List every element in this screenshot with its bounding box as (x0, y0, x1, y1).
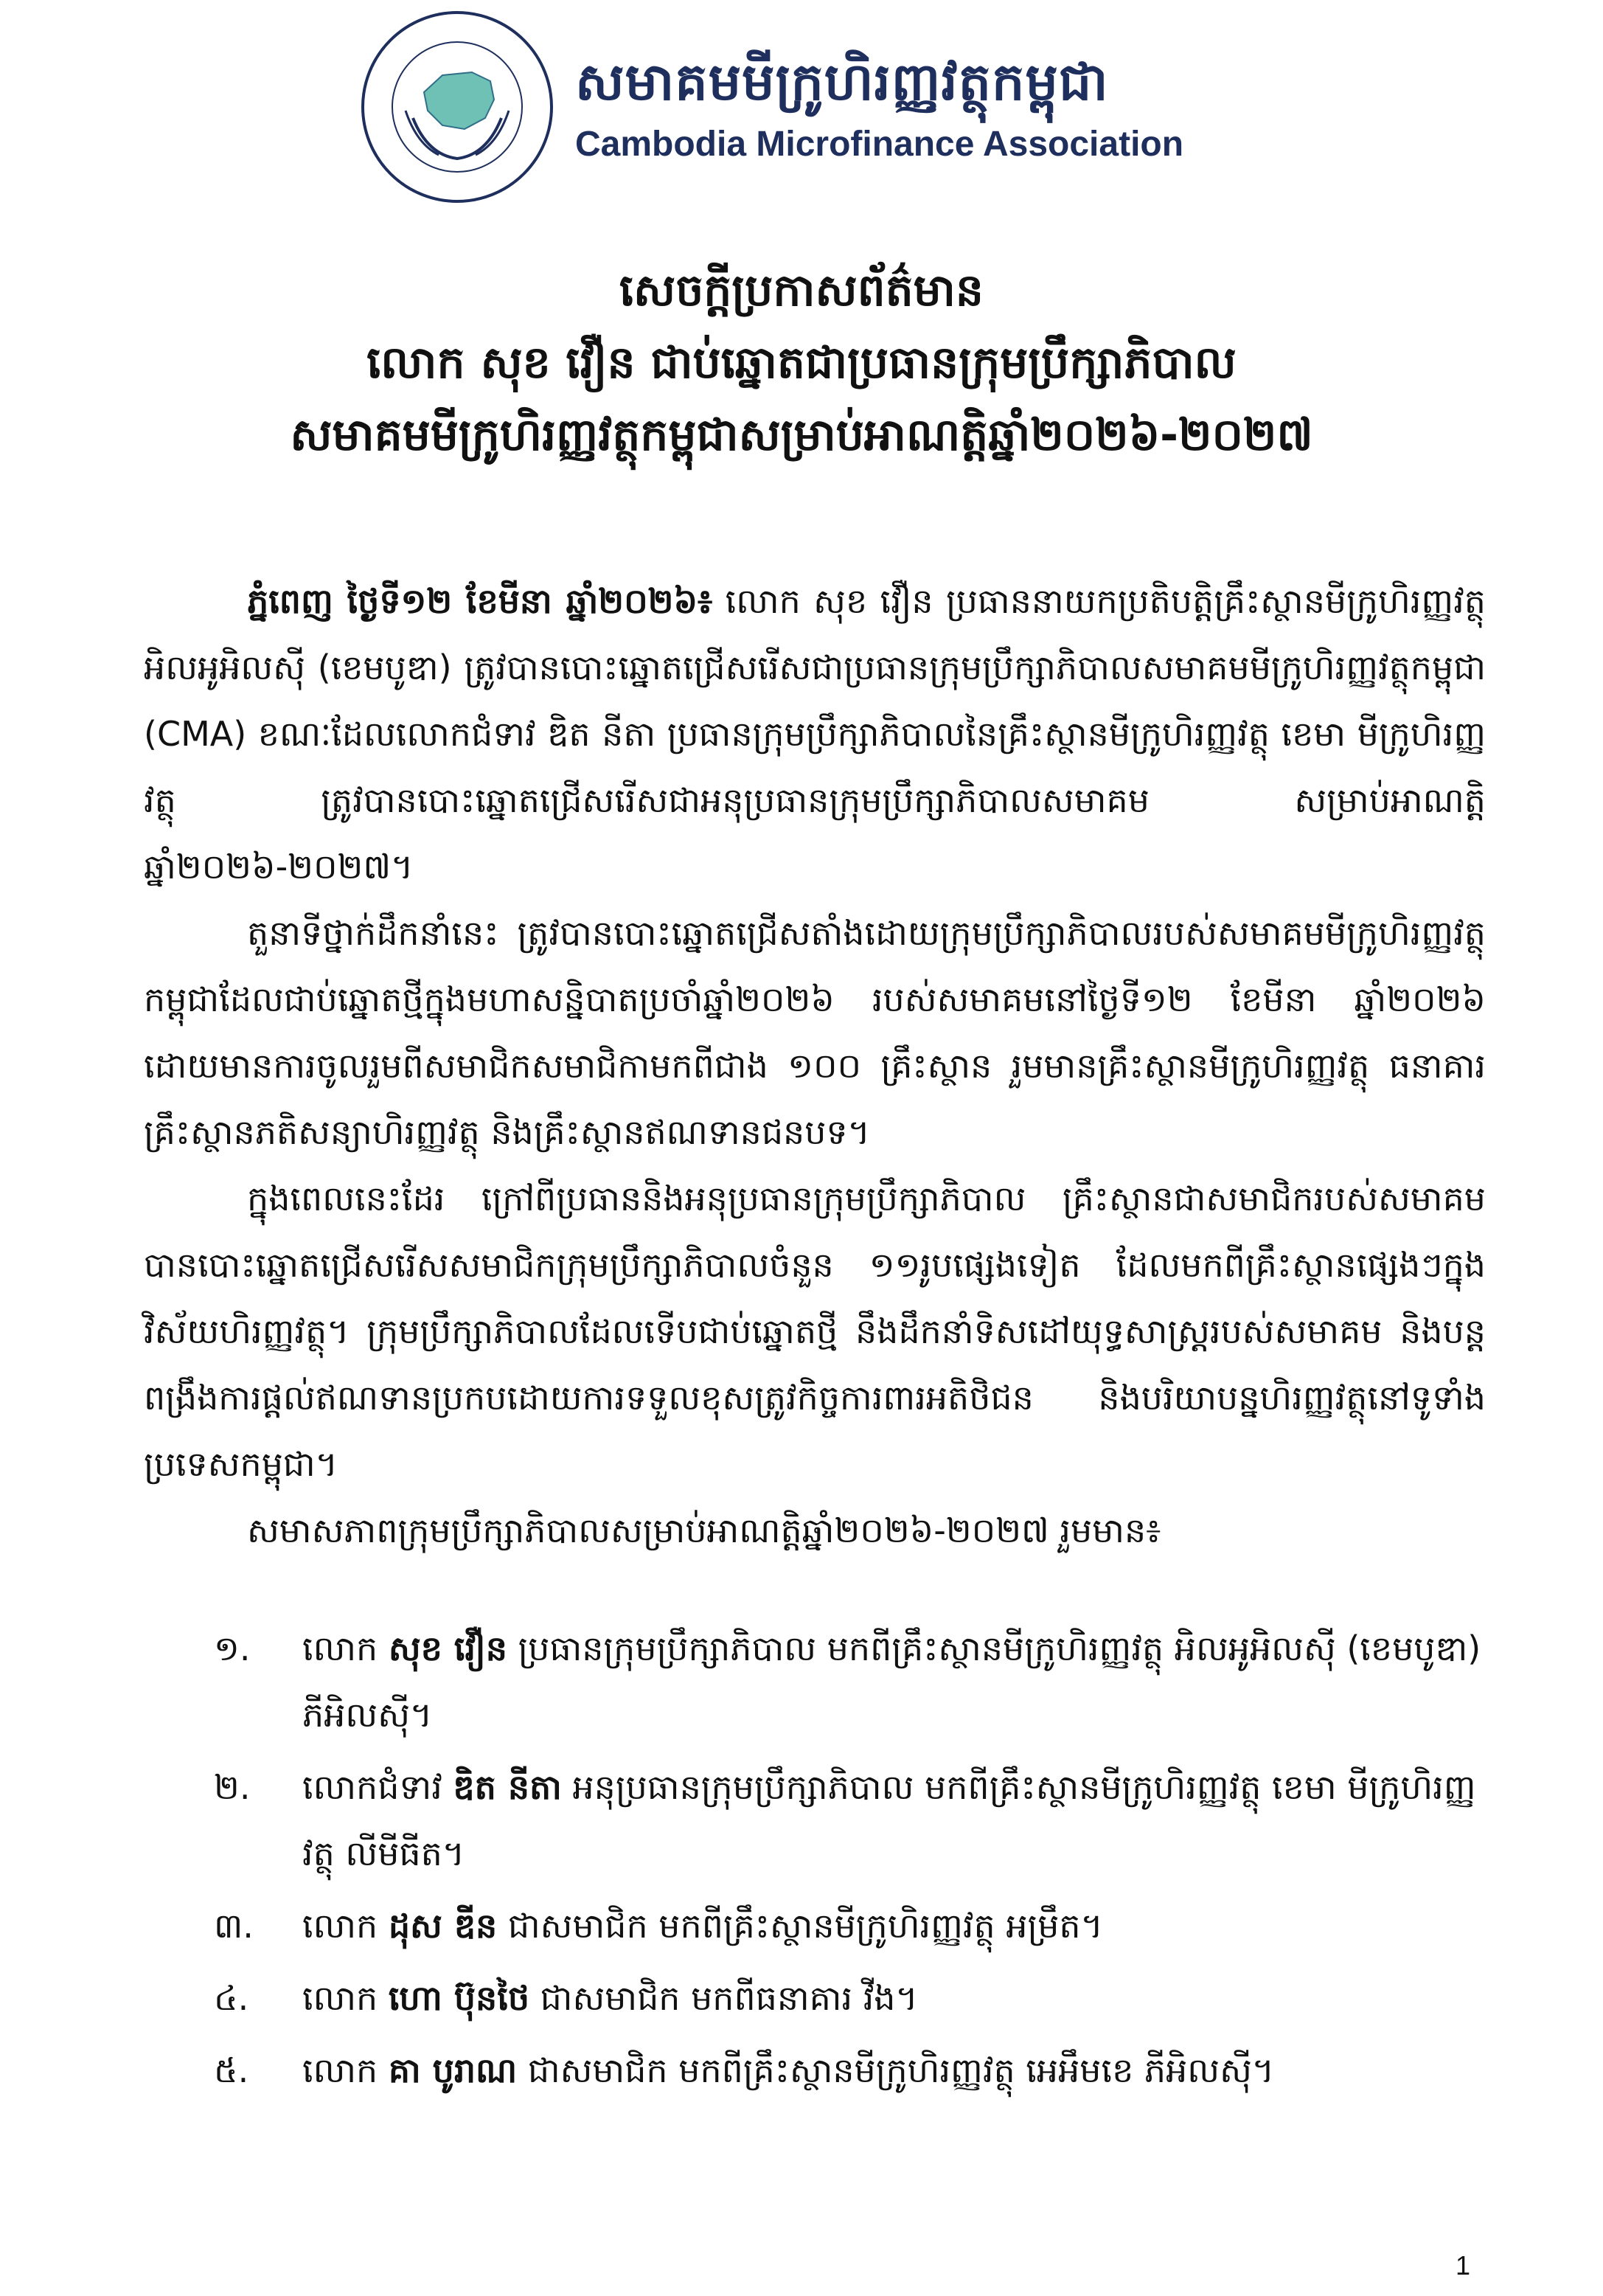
member-name: គា បូរាណ (388, 2050, 518, 2090)
list-number: ៣. (214, 1906, 254, 1946)
member-prefix: លោក (302, 1629, 389, 1668)
member-name: ដុស ឌីន (388, 1906, 498, 1946)
board-list-intro: សមាសភាពក្រុមប្រឹក្សាភិបាលសម្រាប់អាណត្តិឆ្នាំ២០២៦-២០២៧ រួមមាន៖ (247, 1511, 1161, 1550)
title-line-3: សមាគមមីក្រូហិរញ្ញវត្ថុកម្ពុជាសម្រាប់អាណត្តិឆ្នាំ២០២៦-២០២៧ (290, 409, 1313, 461)
list-item (214, 1754, 1497, 1887)
list-number: ៥. (214, 2050, 249, 2090)
association-seal-logo (354, 7, 560, 207)
member-prefix: លោក (302, 2050, 389, 2090)
board-members-list (214, 1615, 1497, 2109)
title-line-2: លោក សុខ វឿន ជាប់ឆ្នោតជាប្រធានក្រុមប្រឹក្សាភិបាល (366, 337, 1237, 389)
paragraph-1-text: លោក សុខ វឿន ប្រធាននាយកប្រតិបត្តិគ្រឹះស្ថានមីក្រូហិរញ្ញវត្ថុ អិលអូអិលស៊ី (ខេមបូឌា) ត្រូវបានបោះឆ្នោតជ្រើសរើសជាប្រធានក្រុមប្រឹក្សាភិបាលសមាគមមីក្រូហិរញ្ញវត្ថុកម្ពុជា (CMA) ខណៈដែលលោកជំទាវ ឌិត នីតា ប្រធានក្រុមប្រឹក្សាភិបាលនៃគ្រឹះស្ថានមីក្រូហិរញ្ញវត្ថុ ខេមា មីក្រូហិរញ្ញវត្ថុ ត្រូវបានបោះឆ្នោតជ្រើសរើសជាអនុប្រធានក្រុមប្រឹក្សាភិបាលសមាគម សម្រាប់អាណត្តិឆ្នាំ២០២៦-២០២៧។ (144, 581, 1486, 887)
list-item (214, 1893, 1497, 1959)
org-name-english: Cambodia Microfinance Association (575, 125, 1184, 164)
list-number: ២. (214, 1767, 251, 1807)
title-line-1: សេចក្តីប្រកាសព័ត៌មាន (619, 265, 984, 316)
member-description: ប្រធានក្រុមប្រឹក្សាភិបាល មកពីគ្រឹះស្ថានមីក្រូហិរញ្ញវត្ថុ អិលអូអិលស៊ី (ខេមបូឌា) ភីអិលស៊ី។ (302, 1629, 1481, 1735)
list-item (214, 1615, 1497, 1748)
list-item (214, 1965, 1497, 2031)
list-number: ៤. (214, 1978, 249, 2018)
member-description: ជាសមាជិក មកពីគ្រឹះស្ថានមីក្រូហិរញ្ញវត្ថុ អេអឹមខេ ភីអិលស៊ី។ (517, 2050, 1275, 2090)
seal-icon (354, 7, 560, 207)
member-description: ជាសមាជិក មកពីធនាគារ វីង។ (529, 1978, 918, 2018)
member-description: ជាសមាជិក មកពីគ្រឹះស្ថានមីក្រូហិរញ្ញវត្ថុ អម្រឹត។ (497, 1906, 1103, 1946)
member-prefix: លោកជំទាវ (302, 1767, 453, 1807)
paragraph-2: តួនាទីថ្នាក់ដឹកនាំនេះ ត្រូវបានបោះឆ្នោតជ្រើសតាំងដោយក្រុមប្រឹក្សាភិបាលរបស់សមាគមមីក្រូហិរញ្ញវត្ថុកម្ពុជាដែលជាប់ឆ្នោតថ្មីក្នុងមហាសន្និបាតប្រចាំឆ្នាំ២០២៦ របស់សមាគមនៅថ្ងៃទី១២ ខែមីនា ឆ្នាំ២០២៦ ដោយមានការចូលរួមពីសមាជិកសមាជិកាមកពីជាង ១០០ គ្រឹះស្ថាន រួមមានគ្រឹះស្ថានមីក្រូហិរញ្ញវត្ថុ ធនាគារ គ្រឹះស្ថានភតិសន្យាហិរញ្ញវត្ថុ និងគ្រឹះស្ថានឥណទានជនបទ។ (144, 913, 1486, 1152)
member-description: អនុប្រធានក្រុមប្រឹក្សាភិបាល មកពីគ្រឹះស្ថានមីក្រូហិរញ្ញវត្ថុ ខេមា មីក្រូហិរញ្ញវត្ថុ លីមីធីត។ (302, 1767, 1476, 1873)
paragraph-1 (144, 568, 1486, 900)
member-prefix: លោក (302, 1906, 389, 1946)
paragraph-3: ក្នុងពេលនេះដែរ ក្រៅពីប្រធាននិងអនុប្រធានក្រុមប្រឹក្សាភិបាល គ្រឹះស្ថានជាសមាជិករបស់សមាគមបានបោះឆ្នោតជ្រើសរើសសមាជិកក្រុមប្រឹក្សាភិបាលចំនួន ១១រូបផ្សេងទៀត ដែលមកពីគ្រឹះស្ថានផ្សេងៗក្នុងវិស័យហិរញ្ញវត្ថុ។ ក្រុមប្រឹក្សាភិបាលដែលទើបជាប់ឆ្នោតថ្មី នឹងដឹកនាំទិសដៅយុទ្ធសាស្ត្ររបស់សមាគម និងបន្តពង្រឹងការផ្តល់ឥណទានប្រកបដោយការទទួលខុសត្រូវកិច្ចការពារអតិថិជន និងបរិយាបន្នហិរញ្ញវត្ថុនៅទូទាំងប្រទេសកម្ពុជា។ (144, 1179, 1486, 1484)
press-release-title (0, 254, 1603, 471)
list-item (214, 2037, 1497, 2103)
press-release-body (144, 568, 1486, 1564)
page-number: 1 (1455, 2250, 1470, 2281)
letterhead (354, 7, 1283, 207)
member-prefix: លោក (302, 1978, 389, 2018)
member-name: សុខ វឿន (388, 1629, 507, 1668)
dateline: ភ្នំពេញ ថ្ងៃទី១២ ខែមីនា ឆ្នាំ២០២៦៖ (247, 581, 713, 621)
org-name-khmer: សមាគមមីក្រូហិរញ្ញវត្ថុកម្ពុជា (575, 52, 1109, 112)
member-name: ហោ ប៊ុនថៃ (388, 1978, 530, 2018)
member-name: ឌិត នីតា (453, 1767, 562, 1807)
list-number: ១. (214, 1629, 251, 1668)
